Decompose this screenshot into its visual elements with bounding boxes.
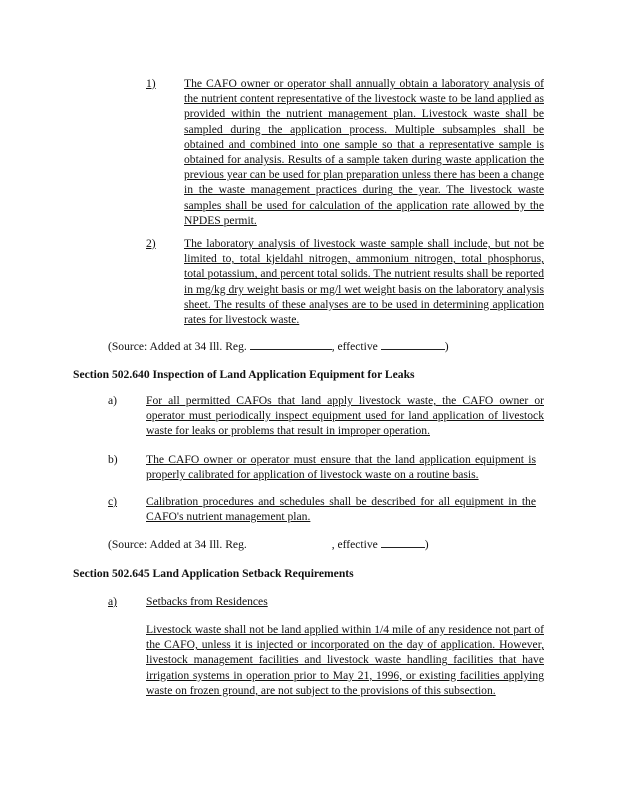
section-645-item-a-title: Setbacks from Residences — [146, 595, 268, 608]
source-note-2 — [108, 537, 429, 552]
source-effective: , effective — [331, 340, 378, 353]
item-2-text: The laboratory analysis of livestock waste sample shall include, but not be limited to, total kjeldahl nitrogen, ammonium nitrogen, total phosphorus, total potassium, and percent total solids. The nutrient results shall be reported in mg/kg dry weight basis or mg/l wet weight basis on the laboratory analysis sheet. The results of these analyses are to be used in determining application rates for livestock waste. — [184, 237, 544, 327]
item-1-text: The CAFO owner or operator shall annually obtain a laboratory analysis of the nutrient content representative of the livestock waste to be land applied as provided within the nutrient management plan. Livestock waste shall be sampled during the application process. Multiple subsamples shall be obtained and combined into one sample so that a representative sample is obtained for analysis. Results of a sample taken during waste application the previous year can be used for plan preparation unless there has been a change in the waste management practices during the year. The livestock waste samples shall be used for calculation of the application rate allowed by the NPDES permit. — [184, 77, 544, 227]
section-640-item-b-text: The CAFO owner or operator must ensure that the land application equipment is properly calibrated for application of livestock waste on a routine basis. — [146, 453, 536, 482]
source-suffix: ) — [444, 340, 449, 353]
section-640-item-c-text: Calibration procedures and schedules shall be described for all equipment in the CAFO's nutrient management plan. — [146, 495, 536, 524]
section-640-item-a-text: For all permitted CAFOs that land apply livestock waste, the CAFO owner or operator must periodically inspect equipment used for land application of livestock waste for leaks or problems that result in improper operation. — [146, 394, 544, 438]
source-effective: , effective — [331, 538, 378, 551]
source-note-1 — [108, 339, 449, 354]
section-640-item-b-label: b) — [108, 453, 118, 466]
item-2-label: 2) — [146, 237, 156, 250]
item-1-label: 1) — [146, 77, 156, 90]
source-suffix: ) — [424, 538, 429, 551]
section-640-heading: Section 502.640 Inspection of Land Application Equipment for Leaks — [73, 368, 415, 381]
source-prefix: (Source: Added at 34 Ill. Reg. — [108, 538, 247, 551]
effective-date-blank — [381, 339, 445, 350]
section-640-item-a-label: a) — [108, 394, 118, 407]
effective-date-blank — [381, 537, 425, 548]
section-645-item-a-label: a) — [108, 595, 118, 608]
register-blank — [250, 339, 332, 350]
section-645-item-a-text: Livestock waste shall not be land applied within 1/4 mile of any residence not part of the CAFO, unless it is injected or incorporated on the day of application. However, livestock management facilities and livestock waste handling facilities that have irrigation systems in operation prior to May 21, 1996, or existing facilities applying waste on frozen ground, are not subject to the provisions of this subsection. — [146, 623, 544, 697]
source-prefix: (Source: Added at 34 Ill. Reg. — [108, 340, 247, 353]
section-645-heading: Section 502.645 Land Application Setback Requirements — [73, 567, 354, 580]
section-640-item-c-label: c) — [108, 495, 118, 508]
